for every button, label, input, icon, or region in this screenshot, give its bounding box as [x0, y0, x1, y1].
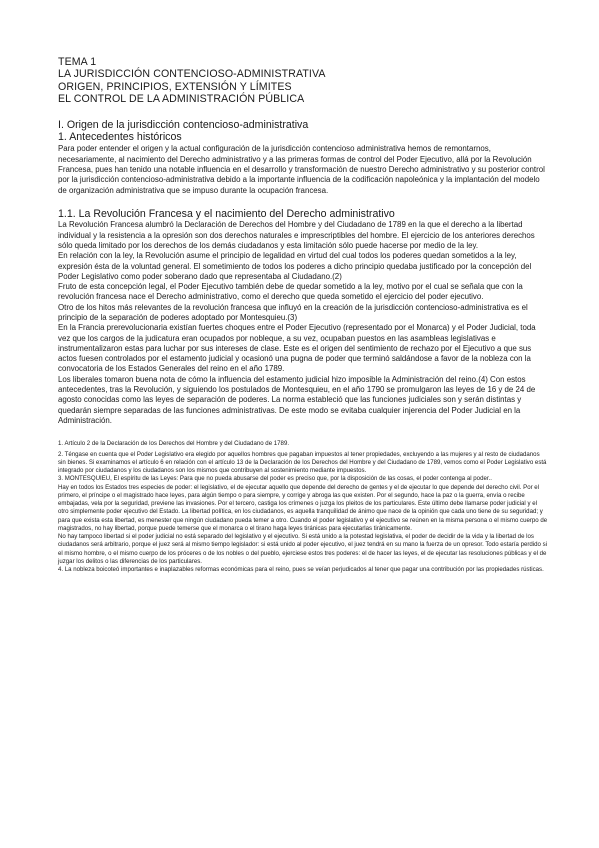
footnote: 2. Téngase en cuenta que el Poder Legislativo era elegido por aquellos hombres que pagaban impuestos al tener propiedades, excluyendo a las mujeres y al resto de ciudadanos sin bienes. Si examinamos el artículo 6 en relación con el artículo 13 de la Declaración de los Derechos del Hombre y del Ciudadano de 1789, vemos como el Poder Legislativo está integrado por ciudadanos y los ciudadanos son los mismos que contribuyen al sostenimiento mediante impuestos.	[58, 450, 547, 475]
footnote: 1. Artículo 2 de la Declaración de los Derechos del Hombre y del Ciudadano de 1789.	[58, 440, 290, 448]
body-paragraph: Otro de los hitos más relevantes de la revolución francesa que influyó en la creación de la jurisdicción contencioso-administrativa es el principio de la separación de poderes adoptado por Montesquieu.(3)	[58, 302, 528, 322]
body-paragraph: En relación con la ley, la Revolución asume el principio de legalidad en virtud del cual todos los poderes quedan sometidos a la ley, expresión ésta de la voluntad general. El sometimiento de todos los poderes a dicho principio quedaba justificado por la concepción del Poder Legislativo como poder soberano dado que representaba al Ciudadano.(2)	[58, 251, 532, 281]
footnote: Hay en todos los Estados tres especies de poder: el legislativo, el de ejecutar aquello que depende del derecho de gentes y el de ejecutar lo que depende del derecho civil. Por el primero, el príncipe o el magistrado hace leyes, para algún tiempo o para siempre, y corrige y abroga las que existen. Por el segundo, hace la paz o la guerra, envía o recibe embajadas, vela por la seguridad, previene las invasiones. Por el tercero, castiga los crímenes o juzga los pleitos de los particulares. Este último debe llamarse poder judicial y el otro simplemente poder ejecutivo del Estado. La libertad política, en los ciudadanos, es aquella tranquilidad de ánimo que nace de la opinión que cada uno tiene de su seguridad; y para que exista esta libertad, es menester que ningún ciudadano pueda temer a otro. Cuando el poder legislativo y el ejecutivo se reúnen en la misma persona o el mismo cuerpo de magistrados, no hay libertad, porque puede temerse que el monarca o el tirano haga leyes tiránicas para ejecutarlas tiránicamente.	[58, 483, 548, 532]
footnote: 3. MONTESQUIEU, El espíritu de las Leyes: Para que no pueda abusarse del poder es preciso que, por la disposición de las cosas, el poder contenga al poder..	[58, 475, 492, 483]
document-title-line-3: EL CONTROL DE LA ADMINISTRACIÓN PÚBLICA	[58, 93, 305, 106]
document-title-line-2: ORIGEN, PRINCIPIOS, EXTENSIÓN Y LÍMITES	[58, 80, 292, 93]
footnotes	[58, 440, 548, 574]
body-paragraph: Fruto de esta concepción legal, el Poder Ejecutivo también debe de quedar sometido a la ley, motivo por el cual se señala que con la revolución francesa nace el Derecho administrativo, como el derecho que queda sometido el ejercicio del poder ejecutivo.	[58, 282, 523, 302]
body-paragraph: Para poder entender el origen y la actual configuración de la jurisdicción contencioso administrativa hemos de remontarnos, necesariamente, al nacimiento del Derecho administrativo y a las primeras formas de control del Poder Ejecutivo, allá por la Revolución Francesa, pues han tenido una notable influencia en el desarrollo y transformación de nuestro Derecho administrativo y su posterior control por la jurisdicción contencioso-administrativa debido a la importante influencia de la codificación napoleónica y la implantación del modelo de organización administrativa que se impuso durante la ocupación francesa.	[58, 144, 545, 195]
topic-number: TEMA 1	[58, 56, 97, 68]
subsection-heading: 1. Antecedentes históricos	[58, 131, 182, 144]
document-title-line-1: LA JURISDICCIÓN CONTENCIOSO-ADMINISTRATIVA	[58, 68, 326, 81]
body-paragraph: La Revolución Francesa alumbró la Declaración de Derechos del Hombre y del Ciudadano de 1789 en la que el derecho a la libertad individual y la resistencia a la opresión son dos derechos naturales e imprescriptibles del hombre. El ejercicio de los anteriores derechos sólo queda limitado por los derechos de los demás ciudadanos y esta limitación sólo puede hacerse por medio de la ley.	[58, 220, 535, 250]
body-paragraph: Los liberales tomaron buena nota de cómo la influencia del estamento judicial hizo imposible la Administración del reino.(4) Con estos antecedentes, tras la Revolución, y siguiendo los postulados de Montesquieu, en el año 1790 se promulgaron las leyes de 16 y de 24 de agosto conocidas como las leyes de separación de poderes. La norma estableció que las funciones judiciales son y serán distintas y quedarán siempre separadas de las funciones administrativas. De este modo se evitaba cualquier injerencia del Poder Judicial en la Administración.	[58, 374, 536, 425]
document-page	[58, 56, 548, 574]
section-french-revolution	[58, 208, 548, 426]
section-heading: 1.1. La Revolución Francesa y el nacimiento del Derecho administrativo	[58, 207, 395, 220]
body-paragraph: En la Francia prerevolucionaria existían fuertes choques entre el Poder Ejecutivo (representado por el Monarca) y el Poder Judicial, toda vez que los cargos de la judicatura eran ocupados por nobleque, a su vez, ocupaban puestos en las asambleas legislativas e instrumentalizaron estas para luchar por sus intereses de clase. Este es el origen del sentimiento de rechazo por el Ejecutivo a que sus actos fuesen controlados por el estamento judicial y ocasionó una pugna de poder que terminó saldándose a favor de la nobleza con la convocatoria de los Estados Generales del reino en el año 1789.	[58, 323, 536, 374]
document-header	[58, 56, 548, 106]
section-origin	[58, 119, 548, 196]
section-heading: I. Origen de la jurisdicción contencioso-administrativa	[58, 118, 309, 131]
footnote: No hay tampoco libertad si el poder judicial no está separado del legislativo y el ejecutivo. Si está unido a la potestad legislativa, el poder de decidir de la vida y la libertad de los ciudadanos será arbitrario, porque el juez será al mismo tiempo legislador: si está unido al poder ejecutivo, el juez tendrá en su mano la fuerza de un opresor. Todo estaría perdido si el mismo hombre, o el mismo cuerpo de los próceres o de los nobles o del pueblo, ejerciese estos tres poderes: el de hacer las leyes, el de ejecutar las resoluciones públicas y el de juzgar los delitos o las diferencias de los particulares.	[58, 533, 548, 565]
footnote: 4. La nobleza boicoteó importantes e inaplazables reformas económicas para el reino, pues se veían perjudicados al tener que pagar una contribución por las propiedades rústicas.	[58, 566, 544, 574]
